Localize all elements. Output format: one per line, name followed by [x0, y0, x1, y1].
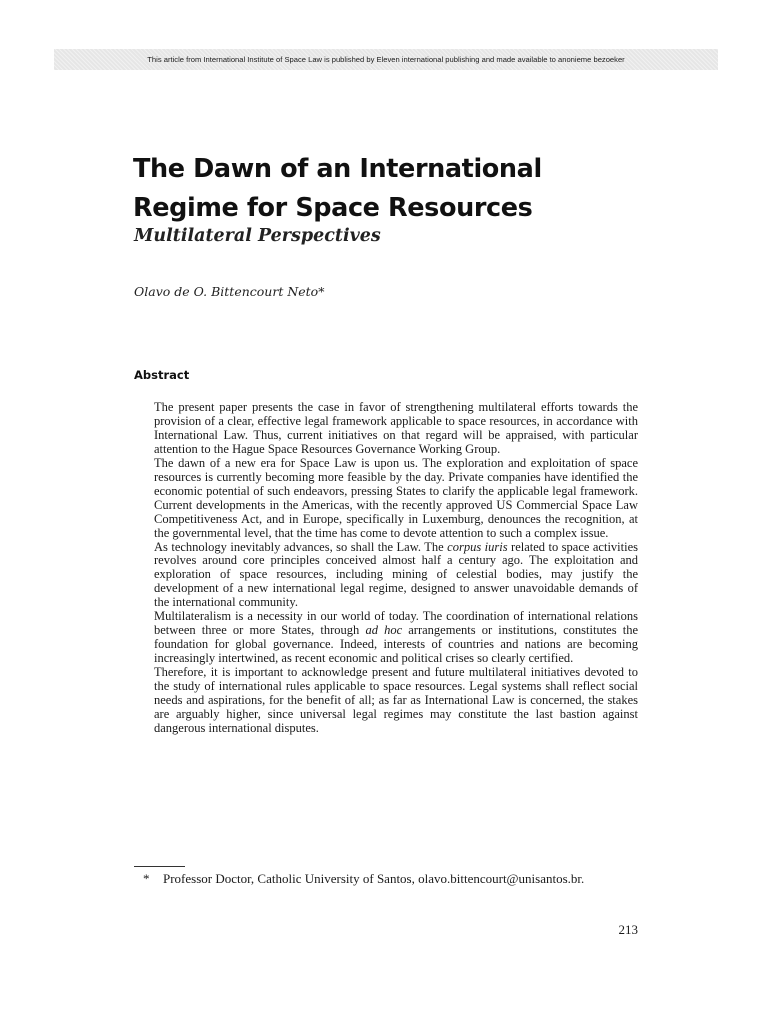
abstract-body [154, 401, 638, 736]
paragraph-text: As technology inevitably advances, so shall the Law. The [154, 539, 448, 554]
article-title: The Dawn of an International Regime for Space Resources [133, 154, 542, 223]
footnote-text: Professor Doctor, Catholic University of Santos, olavo.bittencourt@unisantos.br. [163, 871, 585, 886]
latin-term: corpus iuris [447, 539, 508, 554]
abstract-paragraph: The present paper presents the case in favor of strengthening multilateral efforts towards the provision of a clear, effective legal framework applicable to space resources, in accordance with International Law. Thus, current initiatives on that regard will be appraised, with particular attention to the Hague Space Resources Governance Working Group. [154, 400, 638, 456]
article-subtitle: Multilateral Perspectives [134, 226, 381, 246]
author-name: Olavo de O. Bittencourt Neto* [134, 284, 325, 299]
footnote-mark: * [143, 871, 150, 886]
abstract-heading: Abstract [134, 368, 190, 382]
page-number: 213 [618, 922, 638, 937]
paragraph-text: related to space activities revolves around core principles conceived almost half a century ago. The exploitation and exploration of space resources, including mining of celestial bodies, may justify the development of a new international legal regime, designed to answer unavoidable demands of the international community. [154, 539, 638, 610]
abstract-paragraph [154, 610, 638, 666]
footnote [143, 871, 663, 887]
abstract-paragraph: The dawn of a new era for Space Law is upon us. The exploration and exploitation of space resources is currently becoming more feasible by the day. Private companies have identified the economic potential of such endeavors, pressing States to clarify the applicable legal framework. Current developments in the Americas, with the recently approved US Commercial Space Law Competitiveness Act, and in Europe, specifically in Luxemburg, denounces the recognition, at the governmental level, that the time has come to devote attention to such a complex issue. [154, 455, 638, 540]
paragraph-text: arrangements or institutions, constitutes the foundation for global governance. Indeed, interests of countries and nations are becoming increasingly intertwined, as recent economic and political crises so clearly certified. [154, 623, 638, 666]
abstract-paragraph [154, 541, 638, 611]
footnote-divider [134, 866, 185, 867]
publisher-banner: This article from International Institute of Space Law is published by Eleven international publishing and made available to anonieme bezoeker [54, 49, 718, 70]
latin-term: ad hoc [365, 623, 403, 638]
paragraph-text: Multilateralism is a necessity in our world of today. The coordination of international relations between three or more States, through [154, 609, 638, 638]
abstract-paragraph: Therefore, it is important to acknowledge present and future multilateral initiatives devoted to the study of international rules applicable to space resources. Legal systems shall reflect social needs and aspirations, for the benefit of all; as far as International Law is concerned, the stakes are arguably higher, since universal legal regimes may constitute the last bastion against dangerous international disputes. [154, 665, 638, 735]
